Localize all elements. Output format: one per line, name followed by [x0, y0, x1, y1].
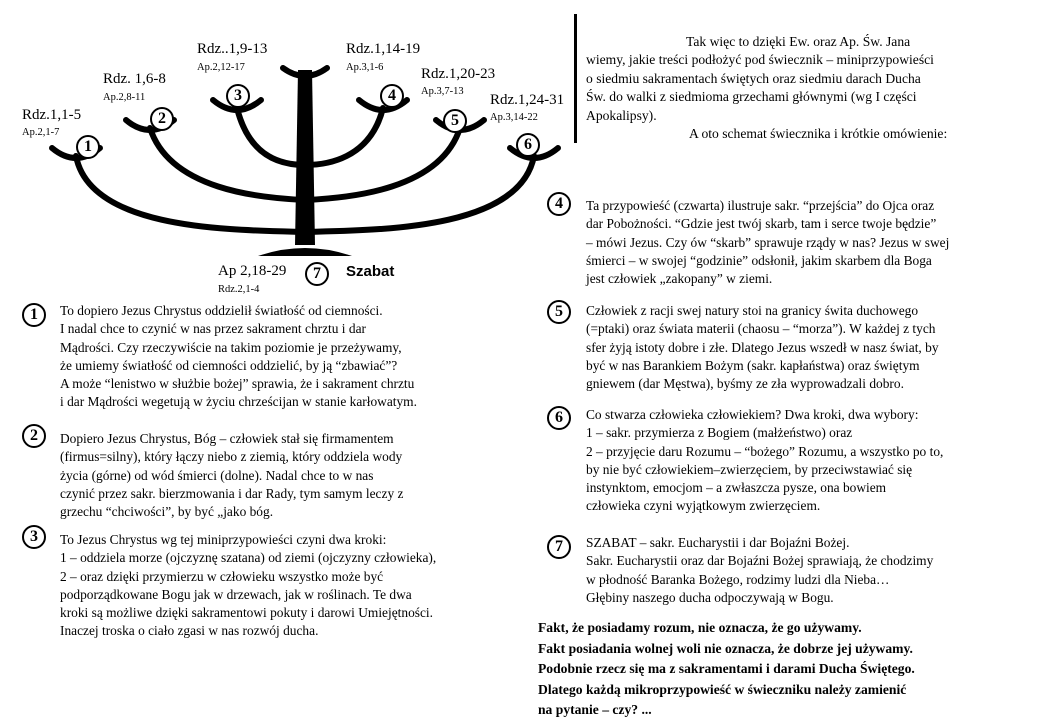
intro-text	[586, 33, 947, 143]
section-number-4: 4	[547, 192, 571, 216]
section-number-3: 3	[22, 525, 46, 549]
menorah-arm-3	[237, 108, 305, 165]
section-line: kroki są możliwe dzięki sakramentowi pokuty i darowi Umiejętności.	[60, 605, 433, 621]
section-line: w płodność Baranka Bożego, rodzimy ludzi dla Nieba…	[586, 571, 890, 587]
intro-line: A oto schemat świecznika i krótkie omówienie:	[689, 126, 948, 142]
branch-number-2: 2	[150, 107, 174, 131]
section-3-text	[60, 531, 436, 641]
section-line: To Jezus Chrystus wg tej miniprzypowieści czyni dwa kroki:	[60, 532, 387, 547]
intro-line: Apokalipsy).	[586, 107, 657, 123]
section-4-text	[586, 197, 949, 288]
conclusion-line: Dlatego każdą mikroprzypowieść w świeczniku należy zamienić	[538, 681, 907, 697]
section-number-1: 1	[22, 303, 46, 327]
branch-number-6: 6	[516, 133, 540, 157]
ref-main-1: Rdz.1,1-5	[22, 107, 82, 123]
ref-sub-2: Ap.2,8-11	[103, 92, 146, 103]
section-line: Inaczej troska o ciało zgasi w nas rozwój ducha.	[60, 623, 319, 639]
section-line: jest człowiek „zakopany” w ziemi.	[586, 271, 773, 287]
szabat-label: Szabat	[346, 263, 395, 280]
ref-sub-6: Ap.3,14-22	[490, 112, 538, 123]
section-line: życia (górne) od wód śmierci (dolne). Nadal chce to w nas	[60, 467, 374, 483]
section-line: A może “lenistwo w służbie bożej” sprawia, że i sakrament chrztu	[60, 376, 415, 392]
section-line: 1 – sakr. przymierza z Bogiem (małżeństwo) oraz	[586, 425, 853, 441]
section-line: czynić przez sakr. bierzmowania i dar Rady, tym samym leczy z	[60, 485, 404, 501]
ref-main-6: Rdz.1,24-31	[490, 92, 565, 108]
intro-line: wiemy, jakie treści podłożyć pod świecznik – miniprzypowieści	[586, 52, 934, 68]
section-line: 1 – oddziela morze (ojczyznę szatana) od ziemi (ojczyzny człowieka),	[60, 550, 437, 566]
section-line: (firmus=silny), który łączy niebo z ziemią, który oddziela wody	[60, 449, 403, 465]
conclusion-line: Fakt, że posiadamy rozum, nie oznacza, że go używamy.	[538, 620, 862, 635]
menorah-base	[258, 248, 352, 256]
intro-line: o siedmiu sakramentach świętych oraz siedmiu darach Ducha	[586, 70, 921, 86]
section-line: człowieka czyni wyjątkowym zwierzęciem.	[586, 498, 821, 514]
ref-sub-4: Ap.3,1-6	[346, 62, 384, 73]
ref-main-2: Rdz. 1,6-8	[103, 71, 166, 87]
section-line: 2 – przyjęcie daru Rozumu – “bożego” Rozumu, a wszystko po to,	[586, 443, 944, 459]
section-line: podporządkowane Bogu jak w drzewach, jak w roślinach. Te dwa	[60, 586, 412, 602]
branch-number-5: 5	[443, 109, 467, 133]
section-line: by nie być człowiekiem–zwierzęciem, by przeciwstawiać się	[586, 461, 913, 477]
divider-line	[574, 14, 577, 143]
section-line: Mądrości. Czy rzeczywiście na takim poziomie je przeżywamy,	[60, 339, 402, 355]
menorah-stem	[295, 70, 315, 245]
section-line: sfer żyją istoty dobre i złe. Dlatego Jezus wszedł w nasz świat, by	[586, 339, 939, 355]
ref-main-3: Rdz..1,9-13	[197, 41, 268, 57]
section-line: dar Pobożności. “Gdzie jest twój skarb, tam i serce twoje będzie”	[586, 216, 937, 232]
intro-line: Św. do walki z siedmioma grzechami głównymi (wg I części	[586, 89, 917, 105]
branch-number-1: 1	[76, 135, 100, 159]
section-line: 2 – oraz dzięki przymierzu w człowieku wszystko może być	[60, 568, 384, 584]
menorah-arm-4	[305, 108, 383, 165]
section-number-6: 6	[547, 406, 571, 430]
menorah-arm-1	[76, 156, 305, 232]
menorah-arm-6	[305, 156, 534, 232]
section-number-2: 2	[22, 424, 46, 448]
conclusion-line: Fakt posiadania wolnej woli nie oznacza, że dobrze jej używamy.	[538, 640, 913, 656]
ref-sub-7: Rdz.2,1-4	[218, 284, 260, 295]
section-line: Człowiek z racji swej natury stoi na granicy świta duchowego	[586, 303, 919, 318]
ref-main-4: Rdz.1,14-19	[346, 41, 421, 57]
ref-sub-5: Ap.3,7-13	[421, 86, 464, 97]
section-line: I nadal chce to czynić w nas przez sakrament chrztu i dar	[60, 321, 366, 337]
ref-sub-1: Ap.2,1-7	[22, 127, 60, 138]
section-line: gniewem (dar Męstwa), byśmy ze zła wyprowadzali dobro.	[586, 376, 904, 392]
branch-number-3: 3	[226, 84, 250, 108]
section-line: Dopiero Jezus Chrystus, Bóg – człowiek stał się firmamentem	[60, 431, 394, 446]
intro-line: Tak więc to dzięki Ew. oraz Ap. Św. Jana	[686, 34, 911, 49]
section-line: Sakr. Eucharystii oraz dar Bojaźni Bożej sprawiają, że chodzimy	[586, 553, 934, 569]
ref-main-5: Rdz.1,20-23	[421, 66, 496, 82]
section-5-text	[586, 302, 939, 393]
section-line: SZABAT – sakr. Eucharystii i dar Bojaźni Bożej.	[586, 535, 850, 550]
section-line: że umiemy światłość od ciemności oddzielić, by ją “zbawiać”?	[60, 357, 398, 373]
conclusion-line: na pytanie – czy? ...	[538, 702, 652, 717]
section-line: śmierci – w swojej “godzinie” odsłonił, jakim skarbem dla Boga	[586, 252, 932, 268]
section-line: instynktom, emocjom – a zwłaszcza pysze, ona bowiem	[586, 480, 887, 496]
section-line: (=ptaki) oraz świata materii (chaosu – “morza”). W każdej z tych	[586, 321, 936, 337]
branch-number-4: 4	[380, 84, 404, 108]
ref-sub-3: Ap.2,12-17	[197, 62, 245, 73]
branch-number-7: 7	[305, 262, 329, 286]
conclusion-text	[538, 618, 915, 721]
section-6-text	[586, 406, 943, 516]
section-number-7: 7	[547, 535, 571, 559]
section-line: To dopiero Jezus Chrystus oddzielił światłość od ciemności.	[60, 303, 383, 318]
section-line: być w nas Barankiem Bożym (sakr. kapłaństwa) oraz świętym	[586, 357, 920, 373]
conclusion-line: Podobnie rzecz się ma z sakramentami i darami Ducha Świętego.	[538, 661, 915, 676]
section-line: i dar Mądrości wegetują w życiu chrześcijan w stanie karłowatym.	[60, 394, 417, 410]
section-7-text	[586, 534, 933, 607]
section-line: grzechu “chciwości”, by być „jako bóg.	[60, 504, 274, 520]
section-number-5: 5	[547, 300, 571, 324]
section-line: – mówi Jezus. Czy ów “skarb” sprawuje rządy w nas? Jezus w swej	[586, 234, 950, 250]
ref-main-7: Ap 2,18-29	[218, 263, 287, 279]
section-line: Ta przypowieść (czwarta) ilustruje sakr. “przejścia” do Ojca oraz	[586, 198, 935, 213]
section-line: Głębiny naszego ducha odpoczywają w Bogu.	[586, 589, 834, 605]
section-line: Co stwarza człowieka człowiekiem? Dwa kroki, dwa wybory:	[586, 407, 919, 422]
section-1-text	[60, 302, 417, 412]
section-2-text	[60, 430, 403, 521]
